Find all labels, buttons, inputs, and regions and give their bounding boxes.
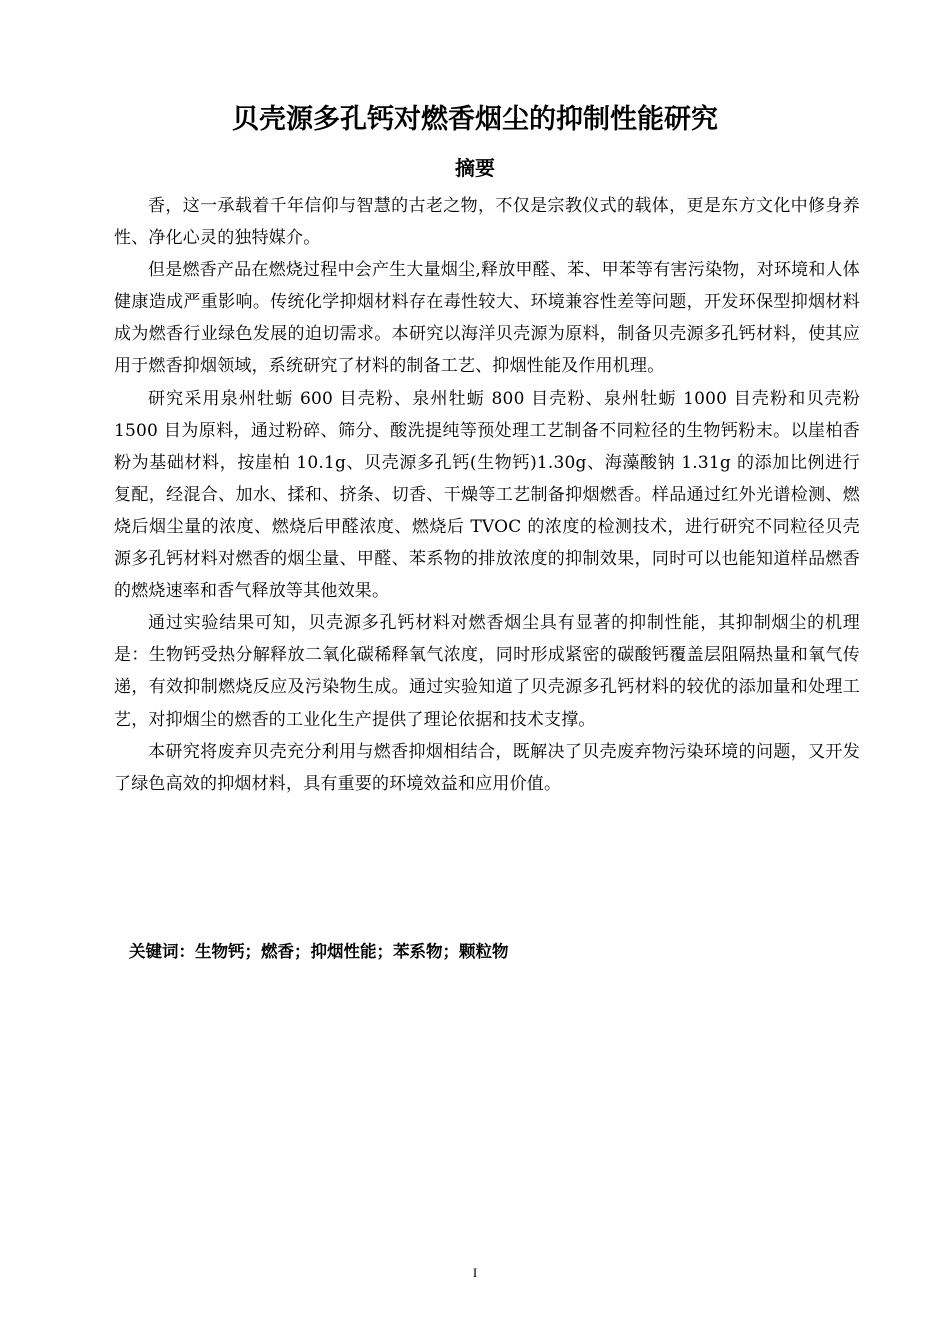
paper-title: 贝壳源多孔钙对燃香烟尘的抑制性能研究 bbox=[232, 104, 718, 135]
abstract-paragraph-1: 香，这一承载着千年信仰与智慧的古老之物，不仅是宗教仪式的载体，更是东方文化中修身养性、净化心灵的独特媒介。 bbox=[114, 196, 860, 249]
abstract-heading: 摘要 bbox=[455, 156, 495, 180]
abstract-paragraph-2: 但是燃香产品在燃烧过程中会产生大量烟尘,释放甲醛、苯、甲苯等有害污染物，对环境和人体健康造成严重影响。传统化学抑烟材料存在毒性较大、环境兼容性差等问题，开发环保型抑烟材料成为燃香行业绿色发展的迫切需求。本研究以海洋贝壳源为原料，制备贝壳源多孔钙材料，使其应用于燃香抑烟领域，系统研究了材料的制备工艺、抑烟性能及作用机理。 bbox=[114, 260, 860, 377]
abstract-paragraph-3: 研究采用泉州牡蛎 600 目壳粉、泉州牡蛎 800 目壳粉、泉州牡蛎 1000 目壳粉和贝壳粉 1500 目为原料，通过粉碎、筛分、酸洗提纯等预处理工艺制备不同粒径的生物钙粉末。以崖柏香粉为基础材料，按崖柏 10.1g、贝壳源多孔钙(生物钙)1.30g、海藻酸钠 1.31g 的添加比例进行复配，经混合、加水、揉和、挤条、切香、干燥等工艺制备抑烟燃香。样品通过红外光谱检测、燃烧后烟尘量的浓度、燃烧后甲醛浓度、燃烧后 TVOC 的浓度的检测技术，进行研究不同粒径贝壳源多孔钙材料对燃香的烟尘量、甲醛、苯系物的排放浓度的抑制效果，同时可以也能知道样品燃香的燃烧速率和香气释放等其他效果。 bbox=[114, 388, 860, 602]
page-number: I bbox=[472, 1265, 478, 1280]
abstract-paragraph-5: 本研究将废弃贝壳充分利用与燃香抑烟相结合，既解决了贝壳废弃物污染环境的问题，又开发了绿色高效的抑烟材料，具有重要的环境效益和应用价值。 bbox=[114, 741, 860, 794]
abstract-paragraph-4: 通过实验结果可知，贝壳源多孔钙材料对燃香烟尘具有显著的抑制性能，其抑制烟尘的机理是：生物钙受热分解释放二氧化碳稀释氧气浓度，同时形成紧密的碳酸钙覆盖层阻隔热量和氧气传递，有效抑制燃烧反应及污染物生成。通过实验知道了贝壳源多孔钙材料的较优的添加量和处理工艺，对抑烟尘的燃香的工业化生产提供了理论依据和技术支撑。 bbox=[114, 613, 860, 730]
keywords: 关键词：生物钙；燃香；抑烟性能；苯系物；颗粒物 bbox=[129, 942, 509, 961]
abstract-body bbox=[114, 190, 860, 800]
